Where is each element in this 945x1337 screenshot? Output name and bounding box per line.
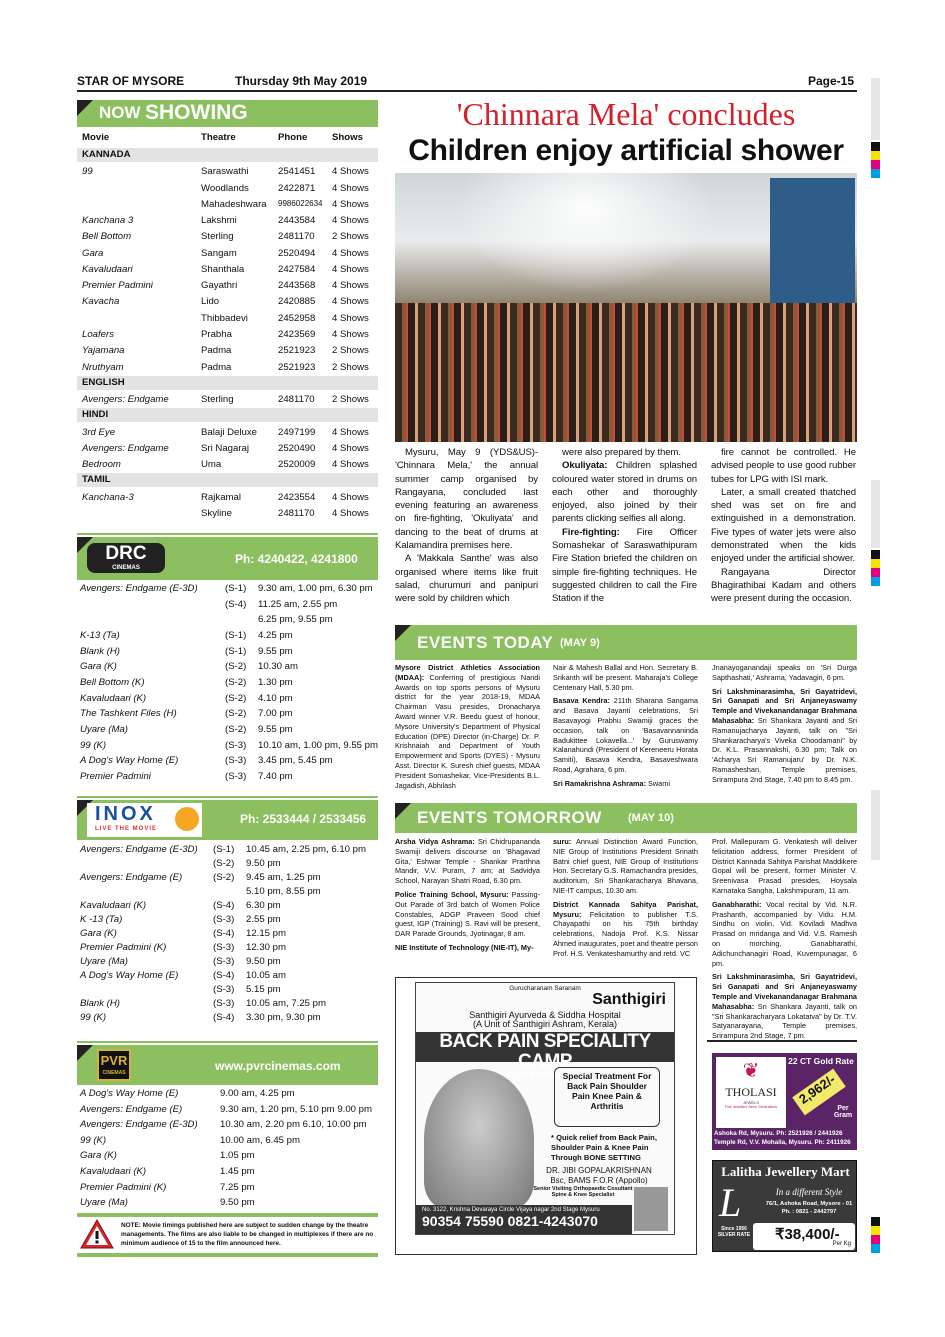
cell-phone: 2452958 [278, 312, 316, 324]
paper-name: STAR OF MYSORE [77, 74, 185, 88]
paragraph-text: Mysuru, May 9 (YDS&US)- 'Chinnara Mela,' the annual summer camp organised by Rangayana, concluded last evening featuring an awareness on fire-fighting, 'Okuliyata' and dancing to the beat of drums at Kalamandira premises here. [395, 447, 538, 552]
movie: 99 (K) [80, 1012, 107, 1023]
inox-schedule [77, 844, 378, 1034]
cell-movie: 99 [82, 166, 93, 178]
paragraph-text: Prof. Mallepuram G. Venkatesh will deliver felicitation address, former President of District Kannada Sahitya Parishat Maddikere Gopal will be present, former Minister V. Sreenivasa Prasad presides, Hoysala Karnataka Sangha, Lakshmipuram, 11 am. [712, 837, 857, 895]
show-times: 4.25 pm [258, 630, 293, 641]
cell-theatre: Shanthala [201, 263, 245, 275]
show-times: 9.55 pm [258, 724, 293, 736]
show-times: 5.15 pm [246, 984, 281, 995]
cell-shows: 4 Shows [332, 442, 369, 454]
cell-theatre: Sri Nagaraj [201, 442, 249, 454]
paragraph-text: were also prepared by them. [562, 447, 681, 458]
movie: Gara (K) [80, 928, 117, 939]
cell-phone: 2423569 [278, 328, 316, 340]
paragraph-lead: Arsha Vidya Ashrama: [395, 837, 475, 846]
movie: Kavaludaari (K) [80, 900, 147, 911]
cell-shows: 4 Shows [332, 215, 369, 227]
paragraph [553, 696, 698, 774]
paragraph [395, 943, 540, 953]
paragraph-text: Jnanayoganandaji speaks on 'Sri Durga Sapthashati,' Ashrama, Yadavagiri, 6 pm. [712, 663, 857, 682]
cell-phone: 2422871 [278, 182, 316, 194]
movie: Uyare (Ma) [80, 724, 128, 736]
cell-movie: Kanchana 3 [82, 215, 134, 227]
movie: Bell Bottom (K) [80, 677, 145, 689]
cell-shows: 4 Shows [332, 328, 369, 340]
show-times: 10.45 am, 2.25 pm, 6.10 pm [246, 844, 366, 855]
paragraph-lead: Fire-fighting: [562, 526, 620, 538]
events-today-col-1 [395, 663, 540, 794]
article-headline: Children enjoy artificial shower [408, 134, 844, 167]
movie: Uyare (Ma) [80, 956, 128, 967]
cell-theatre: Sterling [201, 394, 234, 406]
paragraph [553, 663, 698, 692]
cell-phone: 2420885 [278, 296, 316, 308]
section-header [77, 473, 378, 487]
paragraph-text: Later, a small created thatched shed was set on fire and extinguished in a demonstration. Five types of water jets were also demonstrated when the kids enjoyed under the artificial shower. [711, 486, 856, 565]
paragraph [712, 972, 857, 1041]
movie: Kavaludaari (K) [80, 692, 147, 704]
article-column-1 [395, 446, 538, 606]
paragraph-lead: NIE Institute of Technology (NIE-IT), My- [395, 942, 534, 952]
cell-theatre: Padma [201, 345, 232, 357]
show-times: 10.30 am [258, 661, 299, 673]
events-tomorrow-col-3 [712, 837, 857, 1045]
cell-movie: 3rd Eye [82, 426, 116, 438]
paragraph-text: fire cannot be controlled. He advised people to use good rubber tubes for LPG with ISI mark. [711, 447, 856, 485]
screen: (S-4) [213, 1012, 235, 1023]
column-header: Theatre [201, 132, 236, 143]
movie: Avengers: Endgame (E-3D) [80, 1119, 198, 1131]
screen: (S-2) [225, 724, 247, 736]
cell-movie: Kavacha [82, 296, 120, 308]
cell-theatre: Gayathri [201, 280, 238, 292]
paragraph-text: Fire Officer Somashekar of Saraswathipuram Fire Station briefed the children on simple fire-fighting techniques. He suggested children to call the Fire Station if the [552, 526, 697, 605]
movie: Kavaludaari (K) [80, 1166, 147, 1177]
cell-phone: 2481170 [278, 394, 315, 406]
paragraph-text: Felicitation to publisher T.S. Chayapathi on his 75th birthday celebrations, Nadoja Prof. K.S. Nissar Ahmed inaugurates, poet and theatre person Prof. H.S. Venkateshamurthy and retd. VC [553, 909, 698, 958]
cell-theatre: Lido [201, 296, 220, 308]
movie: Premier Padmini (K) [80, 942, 167, 953]
cell-shows: 4 Shows [332, 312, 369, 324]
cell-movie: Premier Padmini [82, 280, 153, 292]
paragraph-lead: Basava Kendra: [553, 696, 610, 706]
movie: Avengers: Endgame (E-3D) [80, 583, 198, 594]
drc-logo: DRC CINEMAS [87, 543, 165, 573]
movie: Uyare (Ma) [80, 1197, 128, 1209]
article-kicker: 'Chinnara Mela' concludes [456, 96, 796, 132]
cell-theatre: Mahadeshwara [201, 198, 267, 210]
movie: K-13 (Ta) [80, 630, 120, 641]
article-photo [395, 173, 857, 442]
doctor-photo [634, 1187, 668, 1231]
show-times: 5.10 pm, 8.55 pm [246, 886, 321, 897]
show-times: 9.30 am, 1.20 pm, 5.10 pm 9.00 pm [220, 1103, 372, 1115]
cell-phone: 2443568 [278, 280, 316, 292]
column-header: Shows [332, 132, 363, 143]
cell-movie: Kavaludaari [82, 263, 133, 275]
column-header: Phone [278, 132, 308, 143]
cell-movie: Gara [82, 247, 104, 259]
cell-phone: 2541451 [278, 166, 316, 178]
paragraph-text: Nair & Mahesh Ballal and Hon. Secretary B. Srikanth will be present. Maharaja's College Centenary Hall, 5.30 pm. [553, 663, 698, 692]
section-header [77, 148, 378, 162]
tholasi-ad: ❦ THOLASI JEWELS Fine Jewellers Since Generations 22 CT Gold Rate 2,962/- Per Gram Ashoka Rd, Mysuru. Ph: 2521926 / 2441926 Temple Rd, V.V. Mohalla, Mysuru. Ph: 2411926 [712, 1053, 857, 1150]
paragraph-text: 211th Sharana Sangama and Basava Jayanti celebrations, Sri Basavayogi Prabhu Swamiji graces the occasion, talk on 'Basavannaninda Badukittee Lokavella...' by Guruswamy Kalanahundi (President of Kereneeru Horata Samiti), Basava Kendra, Basaveshwara Road, Agrahara, 6 pm. [553, 696, 698, 774]
cell-shows: 4 Shows [332, 491, 369, 503]
paragraph-text: Sri Shankara Jayanti and Sri Ramanujacharya Jayanti, talk on "Sri Shankaracharya's Viveka Choodamani" by Dr. K.L. Prasannakshi, 6.30 pm; Talk on 'Acharya Sri Ramanujaru' by Dr. N.K. Ramasheshan, Temple premises, Srirampura 2nd Stage, 7.40 pm to 8.45 pm. [712, 715, 857, 784]
cell-theatre: Woodlands [201, 182, 249, 194]
cell-phone: 2481170 [278, 231, 315, 243]
paragraph-lead: Sri Lakshminarasimha, Sri Gayatridevi, Sri Ganapati and Sri Anjaneyaswamy Temple and Vivekanandanagar Brahmana Mahasabha: [712, 686, 857, 725]
paragraph-text: Vocal recital by Vid. N.R. Prashanth, accompanied by Vidu. H.M. Sindhu on violin, Vid. Koviladi Madhva Prasad on mridanga and Vid. V.S. Ramesh on morching, Ganabharathi, Adichunchanagiri Road, Kuvempunagar, 6 pm. [712, 899, 857, 968]
paragraph [553, 900, 698, 959]
article-column-3 [711, 446, 856, 606]
section-label: KANNADA [82, 149, 131, 160]
movie: A Dog's Way Home (E) [80, 1088, 179, 1099]
show-times: 9.00 am, 4.25 pm [220, 1088, 295, 1099]
show-times: 10.05 am [246, 970, 287, 981]
show-times: 10.30 am, 2.20 pm 6.10, 10.00 pm [220, 1119, 367, 1131]
cell-phone: 2481170 [278, 507, 315, 519]
cell-movie: Bell Bottom [82, 231, 132, 243]
show-times: 11.25 am, 2.55 pm [258, 598, 338, 610]
screen: (S-2) [225, 708, 247, 720]
cell-shows: 4 Shows [332, 296, 369, 308]
pvr-website[interactable]: www.pvrcinemas.com [215, 1059, 341, 1073]
timings-note: NOTE: Movie timings published here are subject to sudden change by the theatre managements. The films are also liable to be changed in multiplexes if there are no minimum audience of 15 to the film announced here. [121, 1222, 374, 1247]
page-number: Page-15 [808, 74, 855, 88]
screen: (S-1) [225, 630, 247, 641]
cell-phone: 2423554 [278, 491, 316, 503]
movie: Blank (H) [80, 998, 120, 1009]
paragraph [711, 566, 856, 606]
events-today-header: EVENTS TODAY (MAY 9) [395, 625, 857, 660]
paragraph-text: Annual Distinction Award Function, NIE Group of Institutions President Srinath Batni chief guest, NIE Group of Institutions Hon. Secretary G.S. Ramachandra presides, auditorium, Sri Shankaracharya Bhavana, NIE-IT campus, 10.30 am. [553, 837, 698, 895]
cell-phone: 2521923 [278, 361, 316, 373]
cell-phone: 2427584 [278, 263, 316, 275]
paragraph [395, 663, 540, 790]
paragraph-text: Passing-Out Parade of 3rd batch of Women Police Constables, ADGP Praveen Sood chief guest, IGP (Training) S. Ravi will be present, DAR Parade Grounds, Jyotinagar, 8 am. [395, 889, 540, 939]
cell-theatre: Sterling [201, 231, 234, 243]
cell-phone: 2497199 [278, 426, 316, 438]
paragraph [395, 446, 538, 552]
paragraph [553, 779, 698, 789]
screen: (S-1) [213, 844, 235, 855]
show-times: 6.30 pm [246, 900, 281, 911]
paragraph-lead: Police Training School, Mysuru: [395, 889, 509, 899]
screen: (S-3) [213, 956, 235, 967]
cell-shows: 2 Shows [332, 394, 369, 406]
show-times: 7.25 pm [220, 1181, 255, 1193]
cell-shows: 4 Shows [332, 263, 369, 275]
paragraph-lead: Sri Ramakrishna Ashrama: [553, 778, 647, 788]
cell-theatre: Sangam [201, 247, 237, 259]
cell-phone: 2520490 [278, 442, 316, 454]
cell-theatre: Prabha [201, 328, 232, 340]
back-pain-illustration [424, 1069, 534, 1209]
show-times: 10.05 am, 7.25 pm [246, 998, 326, 1009]
paragraph [712, 663, 857, 683]
show-times: 9.50 pm [246, 858, 281, 869]
article-column-2 [552, 446, 697, 606]
cell-phone: 2521923 [278, 345, 316, 357]
cell-theatre: Lakshmi [201, 215, 237, 227]
cell-movie: Avengers: Endgame [82, 442, 169, 454]
lalitha-ad: Lalitha Jewellery Mart L In a different Style 76/1, Ashoka Road, Mysore - 01 Ph. : 0821 - 2442797 Since 1956 SILVER RATE ₹38,400/- Per Kg [712, 1160, 857, 1252]
movie: The Tashkent Files (H) [80, 708, 177, 720]
pvr-header [77, 1045, 378, 1085]
cell-movie: Bedroom [82, 459, 121, 471]
show-times: 1.45 pm [220, 1166, 255, 1177]
section-label: ENGLISH [82, 376, 125, 388]
paragraph-text: Children splashed coloured water stored in drums on each other and thoroughly enjoyed, also joined by their parents clicking selfies all along. [552, 460, 697, 525]
santhigiri-ad: Gurucharanam Saranam Santhigiri Santhigiri Ayurveda & Siddha Hospital (A Unit of Santhigiri Ashram, Kerala) BACK PAIN SPECIALITY CAMP On: 11-5-2019 Saturday Special Treatment For Back Pain Shoulder Pain Knee Pain & Arthritis * Quick relief from Back Pain, Shoulder Pain & Knee Pain Through BONE SETTING DR. JIBI GOPALAKRISHNAN Bsc, BAMS F.O.R (Appollo) Senior Visiting Orthopaedic Cosultant Spine & Knee Specialist No. 3122, Krishna Devaraya Circle Vijaya nagar 2nd Stage Mysuru 90354 75590 0821-4243070 [395, 977, 697, 1255]
paragraph-lead: suru: [553, 837, 572, 846]
show-times: 10.10 am, 1.00 pm, 9.55 pm [258, 739, 378, 751]
screen: (S-2) [225, 677, 247, 689]
cell-theatre: Thibbadevi [201, 312, 248, 324]
screen: (S-3) [213, 914, 235, 925]
screen: (S-3) [213, 942, 235, 953]
screen: (S-3) [225, 755, 247, 767]
pvr-logo: PVR CINEMAS [97, 1049, 131, 1081]
movie: Premier Padmini [80, 771, 151, 783]
section-label: HINDI [82, 409, 109, 421]
movie: Blank (H) [80, 645, 120, 657]
section-header [77, 408, 378, 422]
events-today-col-3 [712, 663, 857, 789]
paragraph [712, 837, 857, 896]
paragraph-lead: District Kannada Sahitya Parishat, Mysuru: [553, 899, 698, 919]
show-times: 2.55 pm [246, 914, 281, 925]
show-times: 3.30 pm, 9.30 pm [246, 1012, 321, 1023]
section-label: TAMIL [82, 474, 111, 486]
show-times: 12.15 pm [246, 928, 287, 939]
cell-shows: 4 Shows [332, 507, 369, 519]
screen: (S-4) [213, 970, 235, 981]
show-times: 9.50 pm [220, 1197, 255, 1209]
screen: (S-1) [225, 645, 247, 657]
cell-phone: 2443584 [278, 215, 316, 227]
cell-shows: 2 Shows [332, 231, 369, 243]
paragraph-text: Sri Shankara Jayanti, talk on "Sri Shankaracharyara Lokatatva" by Dr. T.V. Satyanarayana, Temple premises, Srirampura 2nd Stage, 7 pm. [712, 1001, 857, 1041]
screen: (S-2) [225, 661, 247, 673]
cell-shows: 4 Shows [332, 459, 369, 471]
now-showing-header: NOW SHOWING [77, 100, 378, 127]
inox-header [77, 800, 378, 840]
cell-theatre: Padma [201, 361, 232, 373]
movie: K -13 (Ta) [80, 914, 123, 925]
movie: Gara (K) [80, 1150, 117, 1162]
events-tomorrow-col-2 [553, 837, 698, 963]
paragraph [395, 837, 540, 886]
movie: Gara (K) [80, 661, 117, 673]
screen: (S-4) [213, 900, 235, 911]
cell-theatre: Uma [201, 459, 222, 471]
paragraph [552, 459, 697, 525]
paragraph-text: A 'Makkala Santhe' was also organised where items like fruit salad, churumuri and panipuri were sold by children which [395, 553, 538, 605]
screen: (S-1) [225, 583, 247, 594]
paragraph [395, 552, 538, 605]
show-times: 9.55 pm [258, 645, 293, 657]
screen: (S-2) [225, 692, 247, 704]
cell-shows: 4 Shows [332, 426, 369, 438]
movie: Avengers: Endgame (E) [80, 1103, 183, 1115]
show-times: 10.00 am, 6.45 pm [220, 1134, 300, 1146]
movie: A Dog's Way Home (E) [80, 755, 179, 767]
cell-movie: Avengers: Endgame [82, 394, 169, 406]
cell-phone: 9986022634 [278, 198, 323, 208]
show-times: 7.40 pm [258, 771, 293, 783]
movie: Avengers: Endgame (E) [80, 872, 183, 883]
cell-shows: 4 Shows [332, 198, 369, 210]
movie: 99 (K) [80, 739, 107, 751]
paragraph-text: Conferring of prestigious Nandi Awards on top sports persons of Mysuru district for the year 2018-19, MDAA Chairman Vasu presides, Dronacharya Award winner V.R. Beedu guest of honour, Mysore University's Department of Physical Education (DPE) Director (in-Charge) Dr. P. Krishnaiah and Department of Youth Empowerment and Sports (DYES) - Mysuru Asst. Director K. Suresh chief guests, MDAA President Somashekar, Vice-Presidents B.L. Jagadish, Abhilash [395, 672, 540, 790]
cell-movie: Kanchana-3 [82, 491, 134, 503]
movie: Avengers: Endgame (E-3D) [80, 844, 198, 855]
show-times: 7.00 pm [258, 708, 293, 720]
movie: A Dog's Way Home (E) [80, 970, 179, 981]
paragraph-text: Swami [646, 778, 670, 788]
cell-phone: 2520494 [278, 247, 316, 259]
events-tomorrow-col-1 [395, 837, 540, 957]
screen: (S-3) [225, 771, 247, 783]
events-today-col-2 [553, 663, 698, 793]
screen: (S-4) [225, 598, 247, 610]
paragraph-text: Sri Chidrupananda Swamiji delivers discourse on 'Bhagavad Gita,' Eshwar Temple - Shankar Prarthna Mandir, V.V. Puram, 7 am; at Sadvidya School, Narayan Shatri Road, 6.30 pm. [395, 837, 540, 886]
pvr-schedule [77, 1088, 378, 1213]
paragraph-text: Rangayana Director Bhagirathibai Kadam and others were present during the occasion. [711, 566, 856, 605]
cell-theatre: Saraswathi [201, 166, 249, 178]
cell-theatre: Skyline [201, 507, 232, 519]
paragraph [552, 446, 697, 459]
paragraph [552, 526, 697, 606]
column-header: Movie [82, 132, 110, 143]
drc-header [77, 537, 378, 580]
inox-phone: Ph: 2533444 / 2533456 [240, 812, 367, 826]
paragraph [553, 837, 698, 896]
cell-movie: Loafers [82, 328, 114, 340]
cell-shows: 2 Shows [332, 345, 369, 357]
drc-phone: Ph: 4240422, 4241800 [235, 552, 358, 566]
show-times: 1.05 pm [220, 1150, 255, 1162]
screen: (S-3) [225, 739, 247, 751]
screen: (S-2) [213, 858, 235, 869]
cell-shows: 4 Shows [332, 166, 369, 178]
screen: (S-2) [213, 872, 235, 883]
cell-movie: Nruthyam [82, 361, 124, 373]
paragraph-lead: Okuliyata: [562, 460, 608, 472]
paragraph-lead: Sri Lakshminarasimha, Sri Gayatridevi, Sri Ganapati and Sri Anjaneyaswamy Temple and Vivekanandanagar Brahmana Mahasabha: [712, 972, 857, 1011]
cell-shows: 4 Shows [332, 182, 369, 194]
show-times: 1.30 pm [258, 677, 293, 689]
show-times: 6.25 pm, 9.55 pm [258, 614, 333, 626]
cell-shows: 4 Shows [332, 280, 369, 292]
cell-theatre: Balaji Deluxe [201, 426, 257, 438]
paragraph [395, 890, 540, 939]
show-times: 12.30 pm [246, 942, 287, 953]
events-tomorrow-header: EVENTS TOMORROW (MAY 10) [395, 803, 857, 833]
section-header [77, 376, 378, 390]
paragraph [712, 900, 857, 969]
movie: 99 (K) [80, 1134, 107, 1146]
paragraph-lead: Mysore District Athletics Association (MDAA): [395, 663, 540, 682]
screen: (S-3) [213, 998, 235, 1009]
issue-date: Thursday 9th May 2019 [235, 74, 368, 88]
show-times: 9.30 am, 1.00 pm, 6.30 pm [258, 583, 373, 594]
paragraph [711, 486, 856, 566]
cell-movie: Yajamana [82, 345, 125, 357]
movie: Premier Padmini (K) [80, 1181, 167, 1193]
now-showing-table [77, 130, 378, 520]
warning-icon [80, 1219, 114, 1249]
cell-shows: 2 Shows [332, 361, 369, 373]
show-times: 4.10 pm [258, 692, 293, 704]
screen: (S-3) [213, 984, 235, 995]
screen: (S-4) [213, 928, 235, 939]
paragraph [711, 446, 856, 486]
inox-logo: INOX LIVE THE MOVIE [87, 803, 202, 837]
cell-phone: 2520009 [278, 459, 316, 471]
show-times: 3.45 pm, 5.45 pm [258, 755, 333, 767]
paragraph [712, 687, 857, 785]
cell-theatre: Rajkamal [201, 491, 241, 503]
paragraph-lead: Ganabharathi: [712, 899, 762, 909]
cell-shows: 4 Shows [332, 247, 369, 259]
drc-schedule [77, 583, 378, 783]
show-times: 9.50 pm [246, 956, 281, 967]
show-times: 9.45 am, 1.25 pm [246, 872, 321, 883]
